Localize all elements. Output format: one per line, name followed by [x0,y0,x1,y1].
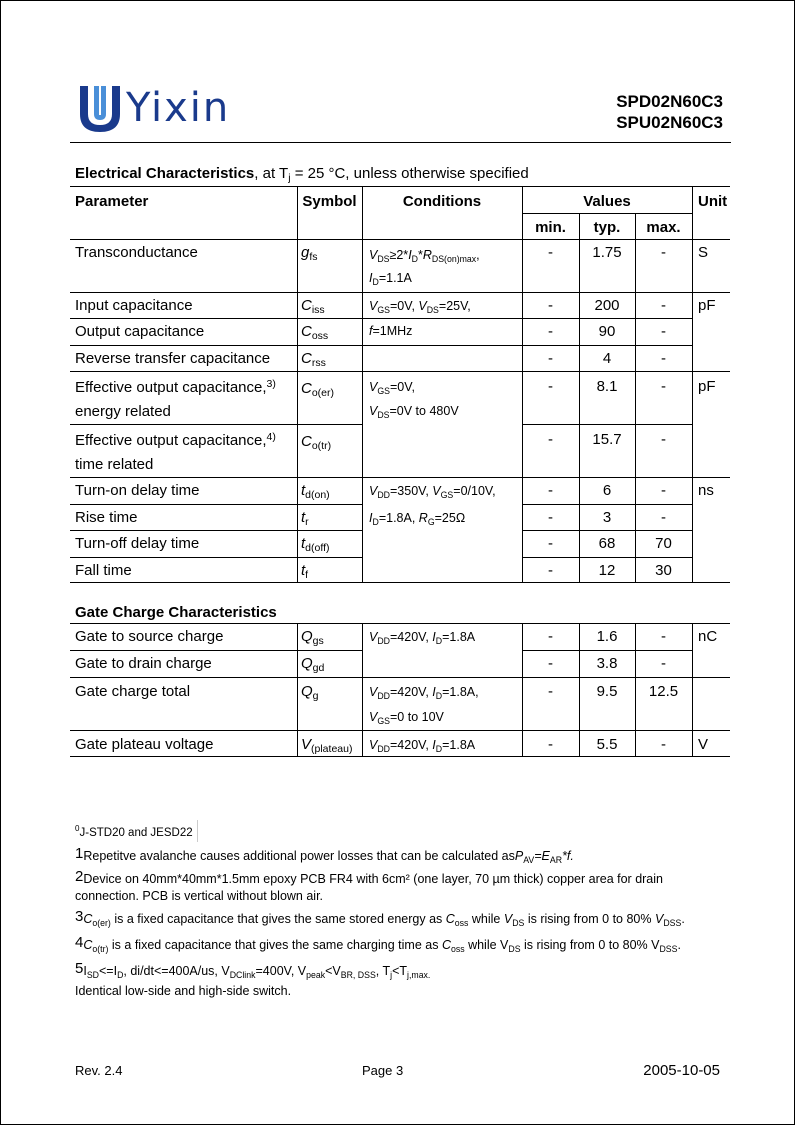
symbol-td-on: $t_{d(on)}$ [301,482,330,501]
cond-gfs-1: $V_{DS}\ge 2*I_D*R_{DS(on)max}$, [369,248,480,264]
max-value: - [661,350,666,367]
unit-value: V [698,736,709,753]
min-value: - [548,509,553,526]
header-min: min. [535,219,566,236]
header-symbol: Symbol [302,193,357,210]
typ-value: 200 [594,297,620,314]
unit-value: S [698,244,709,261]
param-effective-output-capacitance-energy: Effective output capacitance,$^{3)}$ [75,378,276,396]
param-rise-time: Rise time [75,509,138,526]
symbol-coss: $C_{oss}$ [301,323,329,342]
typ-value: 3.8 [596,655,618,672]
typ-value: 90 [598,323,616,340]
max-value: 30 [655,562,672,579]
min-value: - [548,297,553,314]
footnote-4: $4C_{o(tr)}$ is a fixed capacitance that gives the same charging time as $C_{oss}$ while $V_{DS}$ is rising from 0 to 80% $V_{DSS}$. [75,934,681,954]
symbol-co-tr: $C_{o(tr)}$ [301,433,332,452]
typ-value: 12 [598,562,616,579]
cond-cap-2: f=1MHz [369,324,413,338]
symbol-ciss: $C_{iss}$ [301,297,325,316]
footnote-0: $^0$J-STD20 and JESD22 [75,820,198,842]
cond-gate-3a: $V_{DD}=420V$, $I_D=1.8A$, [369,685,479,701]
typ-value: 6 [602,482,612,499]
symbol-tr: $t_r$ [301,509,309,528]
cond-gfs-2: $I_D=1.1A$ [369,271,412,287]
param-gate-source-charge: Gate to source charge [75,628,224,645]
max-value: - [661,323,666,340]
param-gate-charge-total: Gate charge total [75,683,191,700]
cond-sw-2: $I_D=1.8A$, $R_G=25\Omega$ [369,511,466,527]
max-value: - [661,628,666,645]
param-fall-time: Fall time [75,562,132,579]
min-value: - [548,736,553,753]
min-value: - [548,482,553,499]
max-value: - [661,378,666,395]
cond-gate-4: $V_{DD}=420V$, $I_D=1.8A$ [369,738,476,754]
typ-value: 3 [602,509,612,526]
cond-cap-1: $V_{GS}=0V$, $V_{DS}=25V$, [369,299,471,315]
symbol-td-off: $t_{d(off)}$ [301,535,330,554]
header-typ: typ. [593,219,621,236]
unit-value: ns [698,482,714,499]
symbol-gfs: $g_{fs}$ [301,244,318,263]
typ-value: 15.7 [592,431,622,448]
header-unit: Unit [698,193,728,210]
header-conditions: Conditions [402,193,482,210]
typ-value: 1.6 [596,628,618,645]
min-value: - [548,683,553,700]
footer-date: 2005-10-05 [643,1062,720,1079]
min-value: - [548,244,553,261]
unit-value: pF [698,297,716,314]
param-transconductance: Transconductance [75,244,198,261]
cond-co-2: $V_{DS}=0V$ to 480V [369,404,459,420]
cond-sw-1: $V_{DD}=350V$, $V_{GS}=0/10V$, [369,484,496,500]
footnote-6: Identical low-side and high-side switch. [75,984,292,998]
part-number-2: SPU02N60C3 [616,113,723,132]
symbol-qg: $Q_g$ [301,683,319,702]
min-value: - [548,562,553,579]
cond-gate-1: $V_{DD}=420V$, $I_D=1.8A$ [369,630,476,646]
param-output-capacitance: Output capacitance [75,323,205,340]
param-energy-related: energy related [75,403,171,420]
max-value: - [661,736,666,753]
max-value: - [661,244,666,261]
min-value: - [548,350,553,367]
electrical-title: Electrical Characteristics, at $T_j = 25$ °C, unless otherwise specified [75,165,529,184]
header-max: max. [646,219,681,236]
param-gate-drain-charge: Gate to drain charge [75,655,212,672]
param-effective-output-capacitance-time: Effective output capacitance,$^{4)}$ [75,431,276,449]
header-parameter: Parameter [75,193,149,210]
typ-value: 4 [602,350,612,367]
header-values: Values [583,193,631,210]
max-value: - [661,482,666,499]
param-turn-off-delay: Turn-off delay time [75,535,200,552]
typ-value: 5.5 [596,736,618,753]
cond-co-1: $V_{GS}=0V$, [369,380,415,396]
cond-gate-3b: $V_{GS}=0$ to 10V [369,710,444,726]
typ-value: 8.1 [596,378,618,395]
max-value: - [661,509,666,526]
symbol-qgd: $Q_{gd}$ [301,655,325,674]
header-rule [70,142,731,143]
param-turn-on-delay: Turn-on delay time [75,482,200,499]
symbol-tf: $t_f$ [301,562,309,581]
min-value: - [548,323,553,340]
typ-value: 68 [598,535,616,552]
max-value: 12.5 [648,683,679,700]
symbol-crss: $C_{rss}$ [301,350,326,369]
param-input-capacitance: Input capacitance [75,297,193,314]
min-value: - [548,431,553,448]
max-value: 70 [655,535,672,552]
unit-value: nC [698,628,718,645]
max-value: - [661,655,666,672]
brand-name: Yixin [126,85,231,131]
gate-charge-title: Gate Charge Characteristics [75,604,277,621]
typ-value: 1.75 [592,244,622,261]
min-value: - [548,535,553,552]
unit-value: pF [698,378,716,395]
param-time-related: time related [75,456,154,473]
part-number-1: SPD02N60C3 [616,92,723,111]
min-value: - [548,378,553,395]
min-value: - [548,628,553,645]
param-gate-plateau-voltage: Gate plateau voltage [75,736,214,753]
min-value: - [548,655,553,672]
footnote-3: $3C_{o(er)}$ is a fixed capacitance that gives the same stored energy as $C_{oss}$ while $V_{DS}$ is rising from 0 to 80% $V_{DSS}$. [75,908,685,928]
symbol-qgs: $Q_{gs}$ [301,628,324,647]
param-reverse-transfer-capacitance: Reverse transfer capacitance [75,350,271,367]
max-value: - [661,297,666,314]
symbol-co-er: $C_{o(er)}$ [301,380,335,399]
max-value: - [661,431,666,448]
typ-value: 9.5 [596,683,618,700]
footnote-1: 1Repetitve avalanche causes additional power losses that can be calculated $asP_{AV}=E_{AR}*f$. [75,845,574,865]
footnote-5: $5I_{SD}<=I_D$, di/dt<=400A/us, $V_{DClink}=400V$, $V_{peak}<V_{BR, DSS}$, $T_j<T_{j,max.}$ [75,960,431,980]
symbol-v-plateau: $V_{(plateau)}$ [301,736,353,755]
footer-revision: Rev. 2.4 [75,1063,123,1078]
footnote-2: 2Device on 40mm*40mm*1.5mm epoxy PCB FR4 with 6cm² (one layer, 70 µm thick) copper area for drain connection. PCB is vertical without blown air. [75,868,663,903]
footer-page: Page 3 [362,1063,404,1078]
